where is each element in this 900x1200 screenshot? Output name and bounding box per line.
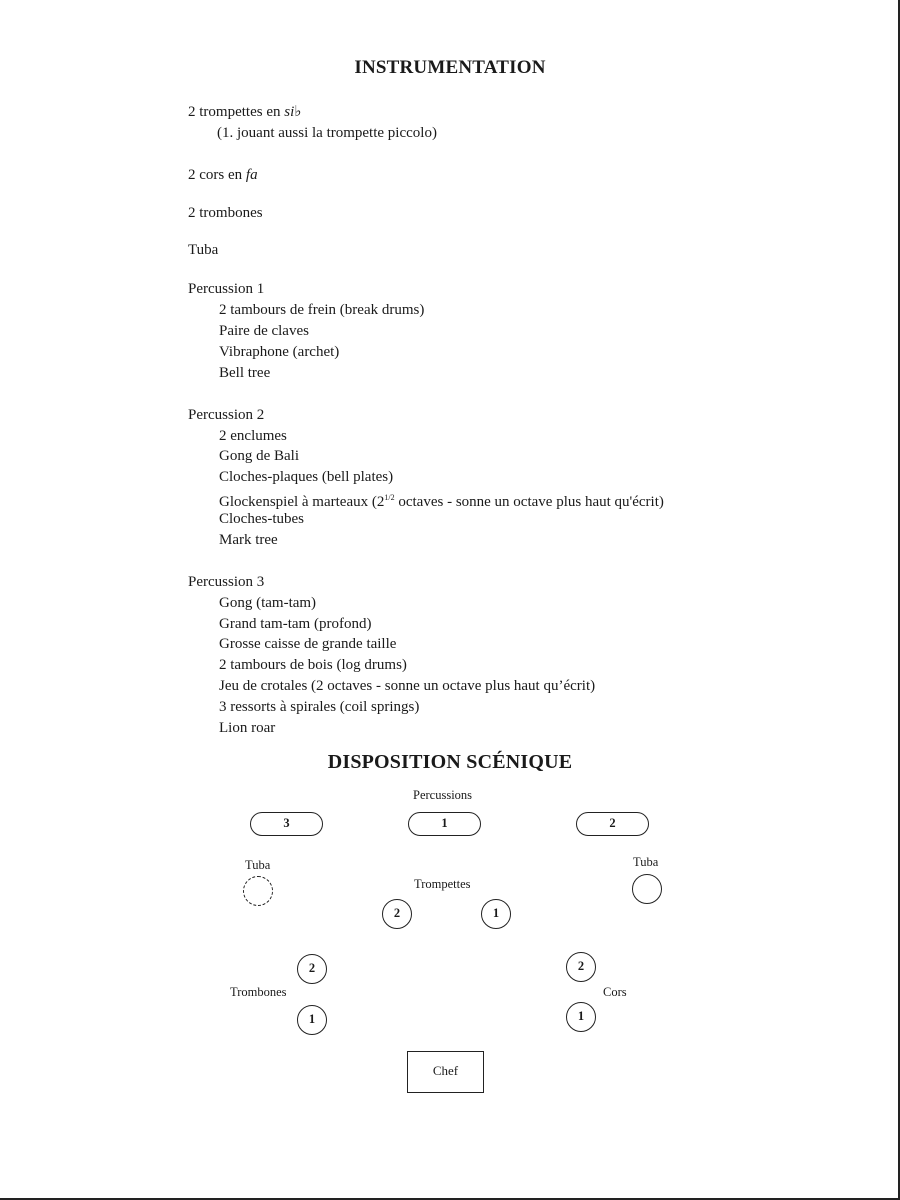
perc1-item: 2 tambours de frein (break drums) — [219, 302, 425, 319]
perc2-item: Mark tree — [219, 532, 278, 549]
perc3-item: 3 ressorts à spirales (coil springs) — [219, 699, 420, 716]
percussion-1-title: Percussion 1 — [188, 281, 265, 298]
perc3-item: 2 tambours de bois (log drums) — [219, 657, 407, 674]
perc2-item: Cloches-tubes — [219, 511, 304, 528]
perc3-item: Grand tam-tam (profond) — [219, 615, 372, 632]
trumpets-label: Trompettes — [414, 877, 471, 891]
stage-layout-title: DISPOSITION SCÉNIQUE — [327, 751, 573, 773]
trombones-label: Trombones — [230, 985, 287, 999]
perc2-item: Cloches-plaques (bell plates) — [219, 469, 394, 486]
perc1-item: Vibraphone (archet) — [219, 344, 340, 361]
flat-sign: ♭ — [294, 104, 302, 120]
percussion-2-position: 2 — [576, 812, 649, 836]
tuba-right-position — [632, 874, 662, 904]
tuba-left-label: Tuba — [245, 858, 271, 872]
perc2-item: Gong de Bali — [219, 448, 299, 465]
instrumentation-title: INSTRUMENTATION — [354, 57, 546, 78]
trumpet-1-position: 1 — [481, 899, 511, 929]
perc3-item: Jeu de crotales (2 octaves - sonne un octave plus haut qu’écrit) — [219, 678, 596, 695]
horn-key: fa — [245, 166, 258, 183]
trombone-1-position: 1 — [297, 1005, 327, 1035]
trombone-2-position: 2 — [297, 954, 327, 984]
perc1-item: Bell tree — [219, 364, 271, 381]
percussions-label: Percussions — [413, 788, 473, 802]
horns-line: 2 cors en fa — [188, 166, 258, 183]
perc1-item: Paire de claves — [219, 323, 309, 340]
instrument-list — [188, 102, 664, 739]
horn-2-position: 2 — [566, 952, 596, 982]
perc2-item: 2 enclumes — [219, 427, 287, 444]
perc2-glockenspiel: Glockenspiel à marteaux ($2^{1/2}$ octaves - sonne un octave plus haut qu'écrit) — [219, 493, 664, 511]
percussion-1-position: 1 — [408, 812, 481, 836]
horn-1-position: 1 — [566, 1002, 596, 1032]
percussion-2-title: Percussion 2 — [188, 406, 265, 423]
trumpets-note: (1. jouant aussi la trompette piccolo) — [217, 124, 437, 141]
trombones-line: 2 trombones — [188, 204, 263, 221]
perc3-item: Lion roar — [219, 720, 276, 737]
horns-label: Cors — [603, 985, 627, 999]
trumpet-2-position: 2 — [382, 899, 412, 929]
percussion-3-title: Percussion 3 — [188, 573, 265, 590]
tuba-left-alternate-position — [243, 876, 273, 906]
perc3-item: Gong (tam-tam) — [219, 594, 317, 611]
conductor-box: Chef — [407, 1051, 484, 1093]
percussion-3-position: 3 — [250, 812, 323, 836]
tuba-right-label: Tuba — [633, 855, 659, 869]
trumpets-line: 2 trompettes en si♭ — [188, 104, 302, 120]
tuba-line: Tuba — [188, 242, 219, 259]
perc3-item: Grosse caisse de grande taille — [219, 636, 397, 653]
trumpet-key: si — [284, 104, 295, 120]
